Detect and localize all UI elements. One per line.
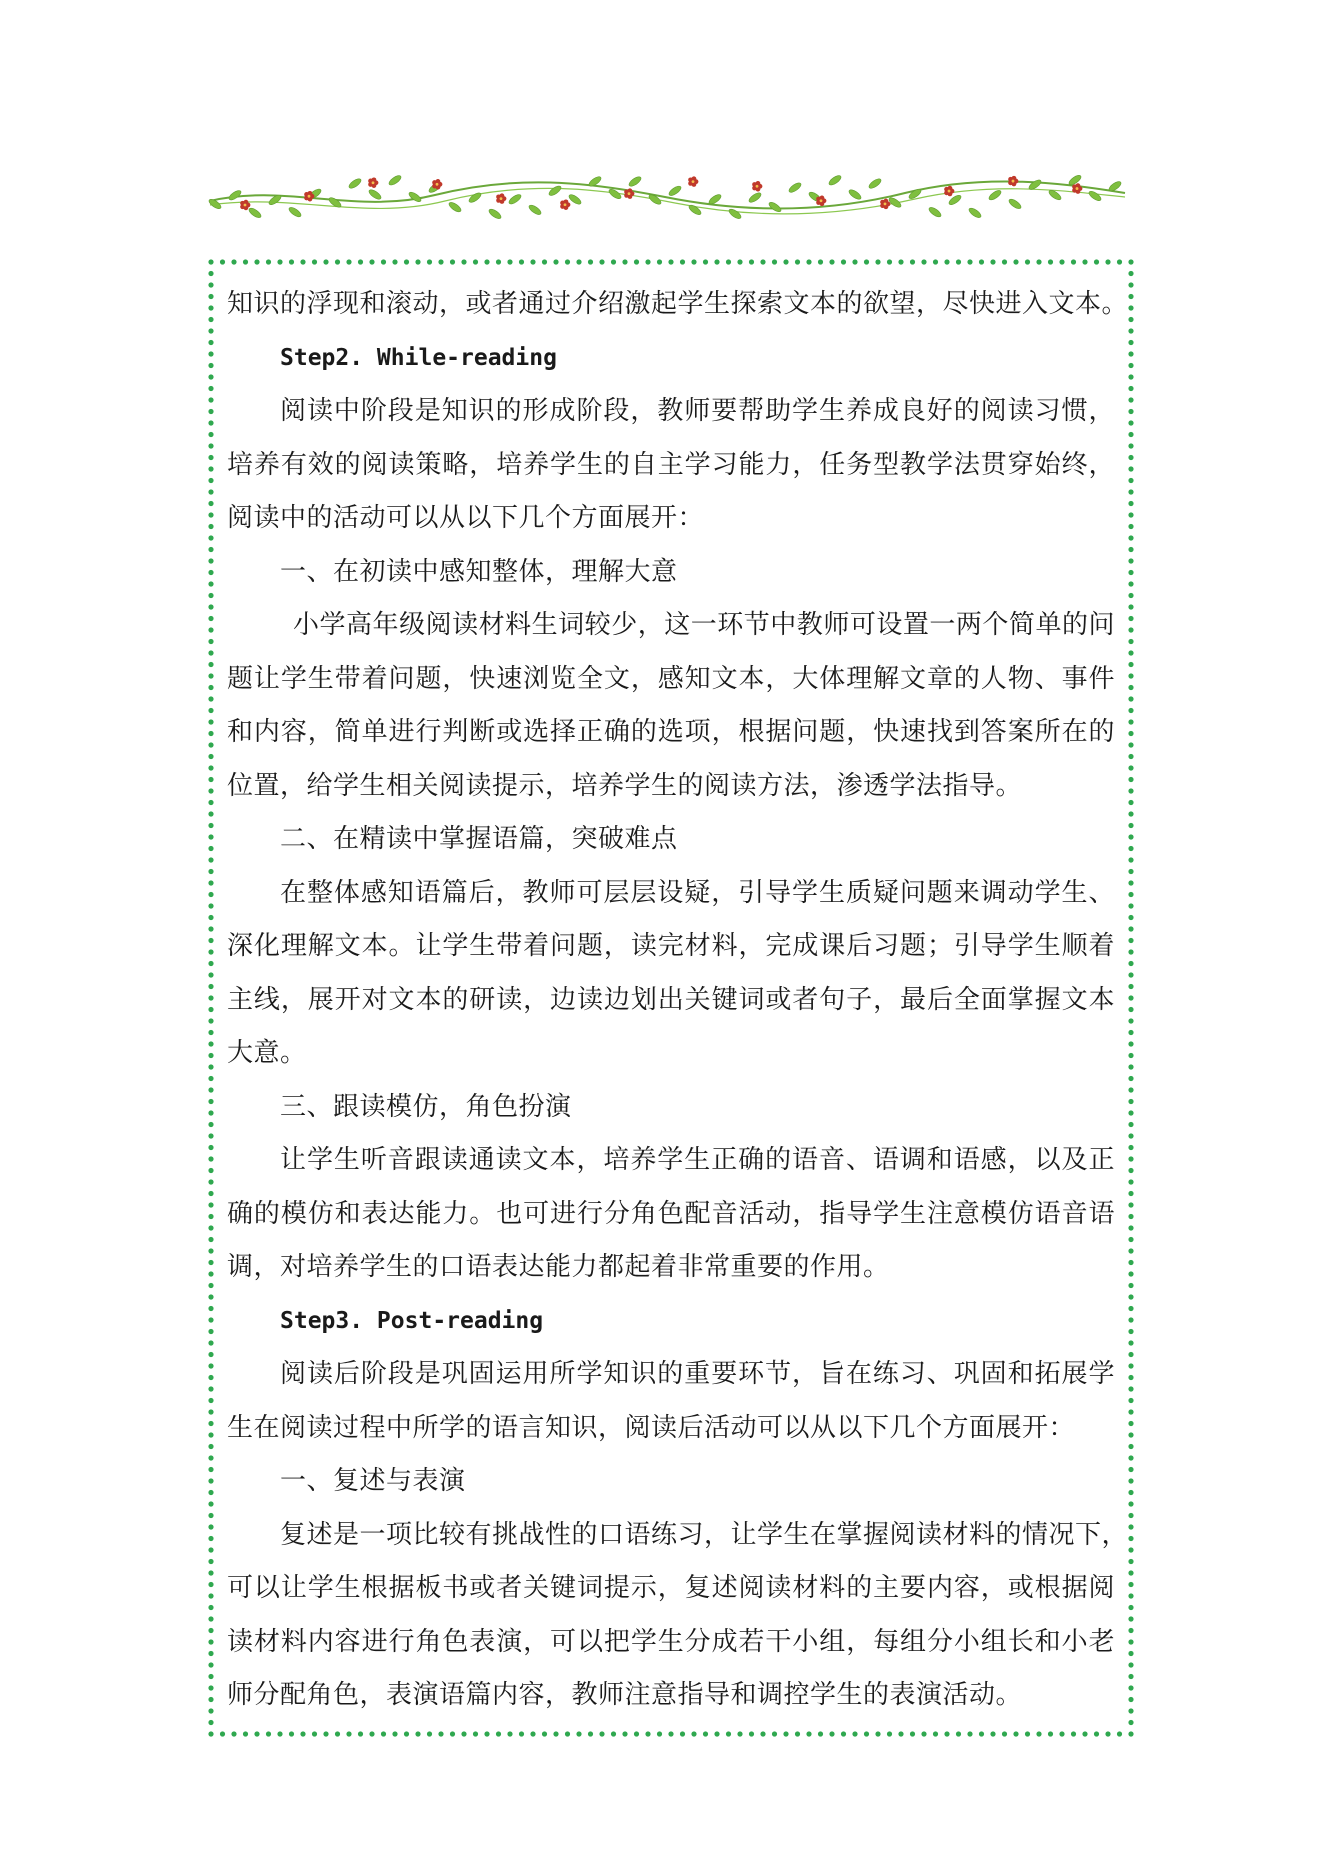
paragraph-line: 确的模仿和表达能力。也可进行分角色配音活动，指导学生注意模仿语音语 [227,1198,1115,1229]
paragraph-line: 主线，展开对文本的研读，边读边划出关键词或者句子，最后全面掌握文本 [227,984,1115,1015]
paragraph-line: 和内容，简单进行判断或选择正确的选项，根据问题，快速找到答案所在的 [227,717,1115,747]
paragraph-line: 在整体感知语篇后，教师可层层设疑，引导学生质疑问题来调动学生、 [280,877,1115,908]
floral-vine-icon [205,163,1130,225]
paragraph-line: 阅读中阶段是知识的形成阶段，教师要帮助学生养成良好的阅读习惯， [280,396,1115,426]
paragraph-line: 师分配角色，表演语篇内容，教师注意指导和调控学生的表演活动。 [227,1680,1023,1710]
paragraph-line: 题让学生带着问题，快速浏览全文，感知文本，大体理解文章的人物、事件 [227,663,1115,694]
paragraph-line: 读材料内容进行角色表演，可以把学生分成若干小组，每组分小组长和小老 [227,1626,1115,1657]
dotted-frame [207,258,1135,1738]
subheading: 一、在初读中感知整体，理解大意 [280,556,678,587]
paragraph-line: 可以让学生根据板书或者关键词提示，复述阅读材料的主要内容，或根据阅 [227,1573,1115,1603]
paragraph-line: 深化理解文本。让学生带着问题，读完材料，完成课后习题；引导学生顺着 [227,931,1115,961]
paragraph-line: 小学高年级阅读材料生词较少，这一环节中教师可设置一两个简单的问 [293,610,1115,640]
section-heading: Step3. Post-reading [280,1307,544,1334]
paragraph-line: 复述是一项比较有挑战性的口语练习，让学生在掌握阅读材料的情况下， [280,1519,1129,1550]
paragraph-line: 知识的浮现和滚动，或者通过介绍激起学生探索文本的欲望，尽快进入文本。 [227,289,1129,319]
paragraph-line: 生在阅读过程中所学的语言知识，阅读后活动可以从以下几个方面展开： [227,1412,1076,1443]
paragraph-line: 阅读中的活动可以从以下几个方面展开： [227,503,705,533]
paragraph-line: 调，对培养学生的口语表达能力都起着非常重要的作用。 [227,1252,890,1282]
paragraph-line: 让学生听音跟读通读文本，培养学生正确的语音、语调和语感，以及正 [280,1145,1115,1175]
subheading: 二、在精读中掌握语篇，突破难点 [280,824,678,854]
paragraph-line: 培养有效的阅读策略，培养学生的自主学习能力，任务型教学法贯穿始终， [227,449,1115,480]
subheading: 三、跟读模仿，角色扮演 [280,1091,572,1122]
document-body [227,278,1129,1723]
subheading: 一、复述与表演 [280,1466,466,1496]
section-heading: Step2. While-reading [280,344,557,371]
paragraph-line: 阅读后阶段是巩固运用所学知识的重要环节，旨在练习、巩固和拓展学 [280,1359,1115,1389]
paragraph-line: 位置，给学生相关阅读提示，培养学生的阅读方法，渗透学法指导。 [227,770,1023,801]
paragraph-line: 大意。 [227,1038,307,1068]
